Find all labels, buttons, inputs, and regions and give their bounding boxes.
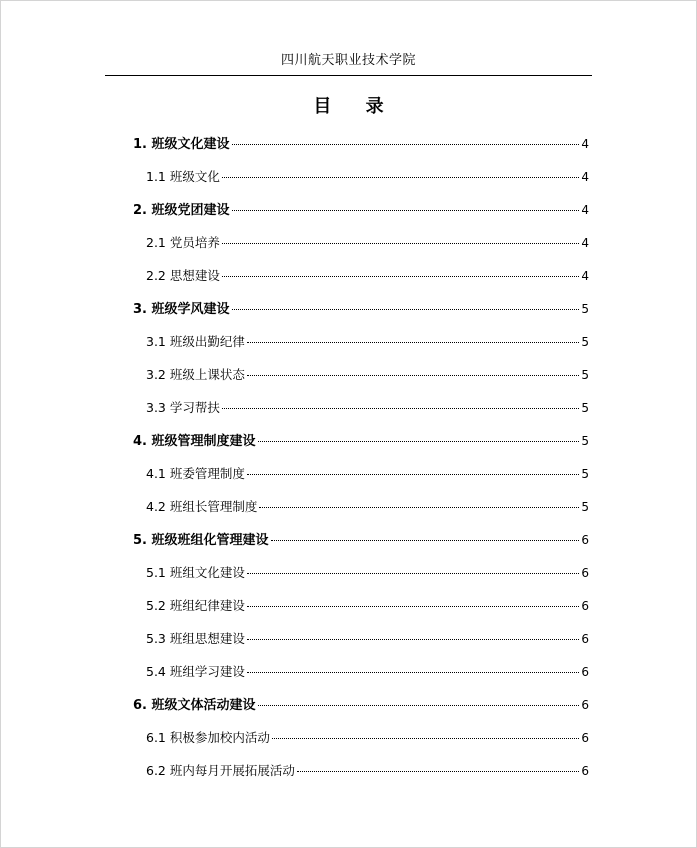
toc-entry[interactable] bbox=[146, 399, 589, 417]
toc-entry-label: 5.2 班组纪律建设 bbox=[146, 598, 245, 613]
dot-leader bbox=[222, 243, 580, 244]
toc-entry-label: 3.3 学习帮扶 bbox=[146, 400, 220, 415]
toc-entry-page: 5 bbox=[581, 467, 589, 481]
toc-entry-label: 3. 班级学风建设 bbox=[133, 302, 230, 317]
dot-leader bbox=[272, 738, 580, 739]
toc-entry[interactable] bbox=[146, 333, 589, 351]
toc-entry-page: 6 bbox=[581, 599, 589, 613]
toc-entry[interactable] bbox=[146, 498, 589, 516]
toc-entry-label: 5.4 班组学习建设 bbox=[146, 664, 245, 679]
dot-leader bbox=[271, 540, 580, 541]
toc-entry-label: 5.1 班组文化建设 bbox=[146, 565, 245, 580]
dot-leader bbox=[222, 177, 580, 178]
dot-leader bbox=[258, 705, 580, 706]
toc-entry[interactable] bbox=[146, 366, 589, 384]
dot-leader bbox=[247, 606, 580, 607]
toc-entry[interactable] bbox=[146, 729, 589, 747]
toc-entry-label: 2. 班级党团建设 bbox=[133, 203, 230, 218]
dot-leader bbox=[232, 210, 580, 211]
dot-leader bbox=[247, 342, 580, 343]
toc-entry-page: 5 bbox=[581, 401, 589, 415]
toc-entry[interactable] bbox=[146, 762, 589, 780]
toc-entry-page: 4 bbox=[581, 269, 589, 283]
toc-entry-label: 1.1 班级文化 bbox=[146, 169, 220, 184]
toc-entry-label: 6.1 积极参加校内活动 bbox=[146, 730, 270, 745]
dot-leader bbox=[222, 408, 580, 409]
toc-entry[interactable] bbox=[133, 300, 589, 318]
toc-entry-page: 6 bbox=[581, 632, 589, 646]
toc-entry-label: 4. 班级管理制度建设 bbox=[133, 434, 256, 449]
dot-leader bbox=[247, 474, 580, 475]
toc-entry[interactable] bbox=[133, 201, 589, 219]
dot-leader bbox=[297, 771, 580, 772]
page-header-title: 四川航天职业技术学院 bbox=[280, 53, 416, 68]
toc-entry-page: 5 bbox=[581, 335, 589, 349]
toc-entry-label: 6. 班级文体活动建设 bbox=[133, 698, 256, 713]
dot-leader bbox=[259, 507, 579, 508]
toc-entry[interactable] bbox=[146, 267, 589, 285]
header-divider bbox=[105, 75, 592, 76]
dot-leader bbox=[232, 144, 580, 145]
toc-entry[interactable] bbox=[133, 135, 589, 153]
toc-title: 目 录 bbox=[313, 96, 398, 117]
dot-leader bbox=[247, 639, 580, 640]
toc-entry[interactable] bbox=[133, 696, 589, 714]
toc-entry-page: 6 bbox=[581, 566, 589, 580]
toc-entry-label: 4.1 班委管理制度 bbox=[146, 466, 245, 481]
toc-entry[interactable] bbox=[146, 465, 589, 483]
toc-entry-page: 6 bbox=[581, 533, 589, 547]
toc-entry[interactable] bbox=[146, 234, 589, 252]
toc-entry[interactable] bbox=[133, 432, 589, 450]
toc-entry[interactable] bbox=[133, 531, 589, 549]
dot-leader bbox=[247, 672, 580, 673]
toc-entry-page: 4 bbox=[581, 137, 589, 151]
toc-entry-label: 3.2 班级上课状态 bbox=[146, 367, 245, 382]
toc-entry-page: 5 bbox=[581, 434, 589, 448]
toc-entry-label: 5. 班级班组化管理建设 bbox=[133, 533, 269, 548]
toc-entry-page: 6 bbox=[581, 764, 589, 778]
toc-entry-label: 5.3 班组思想建设 bbox=[146, 631, 245, 646]
toc-entry-label: 4.2 班组长管理制度 bbox=[146, 499, 258, 514]
dot-leader bbox=[247, 573, 580, 574]
dot-leader bbox=[258, 441, 580, 442]
toc-entry-page: 6 bbox=[581, 698, 589, 712]
toc-entry-page: 4 bbox=[581, 236, 589, 250]
toc-entry-page: 4 bbox=[581, 170, 589, 184]
toc-entry-label: 2.1 党员培养 bbox=[146, 235, 220, 250]
toc-entry-page: 5 bbox=[581, 302, 589, 316]
toc-entry[interactable] bbox=[146, 663, 589, 681]
toc-entry[interactable] bbox=[146, 564, 589, 582]
toc-entry-label: 3.1 班级出勤纪律 bbox=[146, 334, 245, 349]
toc-entry-page: 4 bbox=[581, 203, 589, 217]
dot-leader bbox=[247, 375, 580, 376]
toc-entry-label: 6.2 班内每月开展拓展活动 bbox=[146, 763, 295, 778]
dot-leader bbox=[222, 276, 580, 277]
toc-entry-page: 6 bbox=[581, 731, 589, 745]
toc-entry-page: 5 bbox=[581, 500, 589, 514]
toc-entry-page: 5 bbox=[581, 368, 589, 382]
toc-entry-label: 2.2 思想建设 bbox=[146, 268, 220, 283]
toc-entry[interactable] bbox=[146, 630, 589, 648]
dot-leader bbox=[232, 309, 580, 310]
toc-entry[interactable] bbox=[146, 168, 589, 186]
toc-entry-label: 1. 班级文化建设 bbox=[133, 137, 230, 152]
toc-entry[interactable] bbox=[146, 597, 589, 615]
toc-entry-page: 6 bbox=[581, 665, 589, 679]
